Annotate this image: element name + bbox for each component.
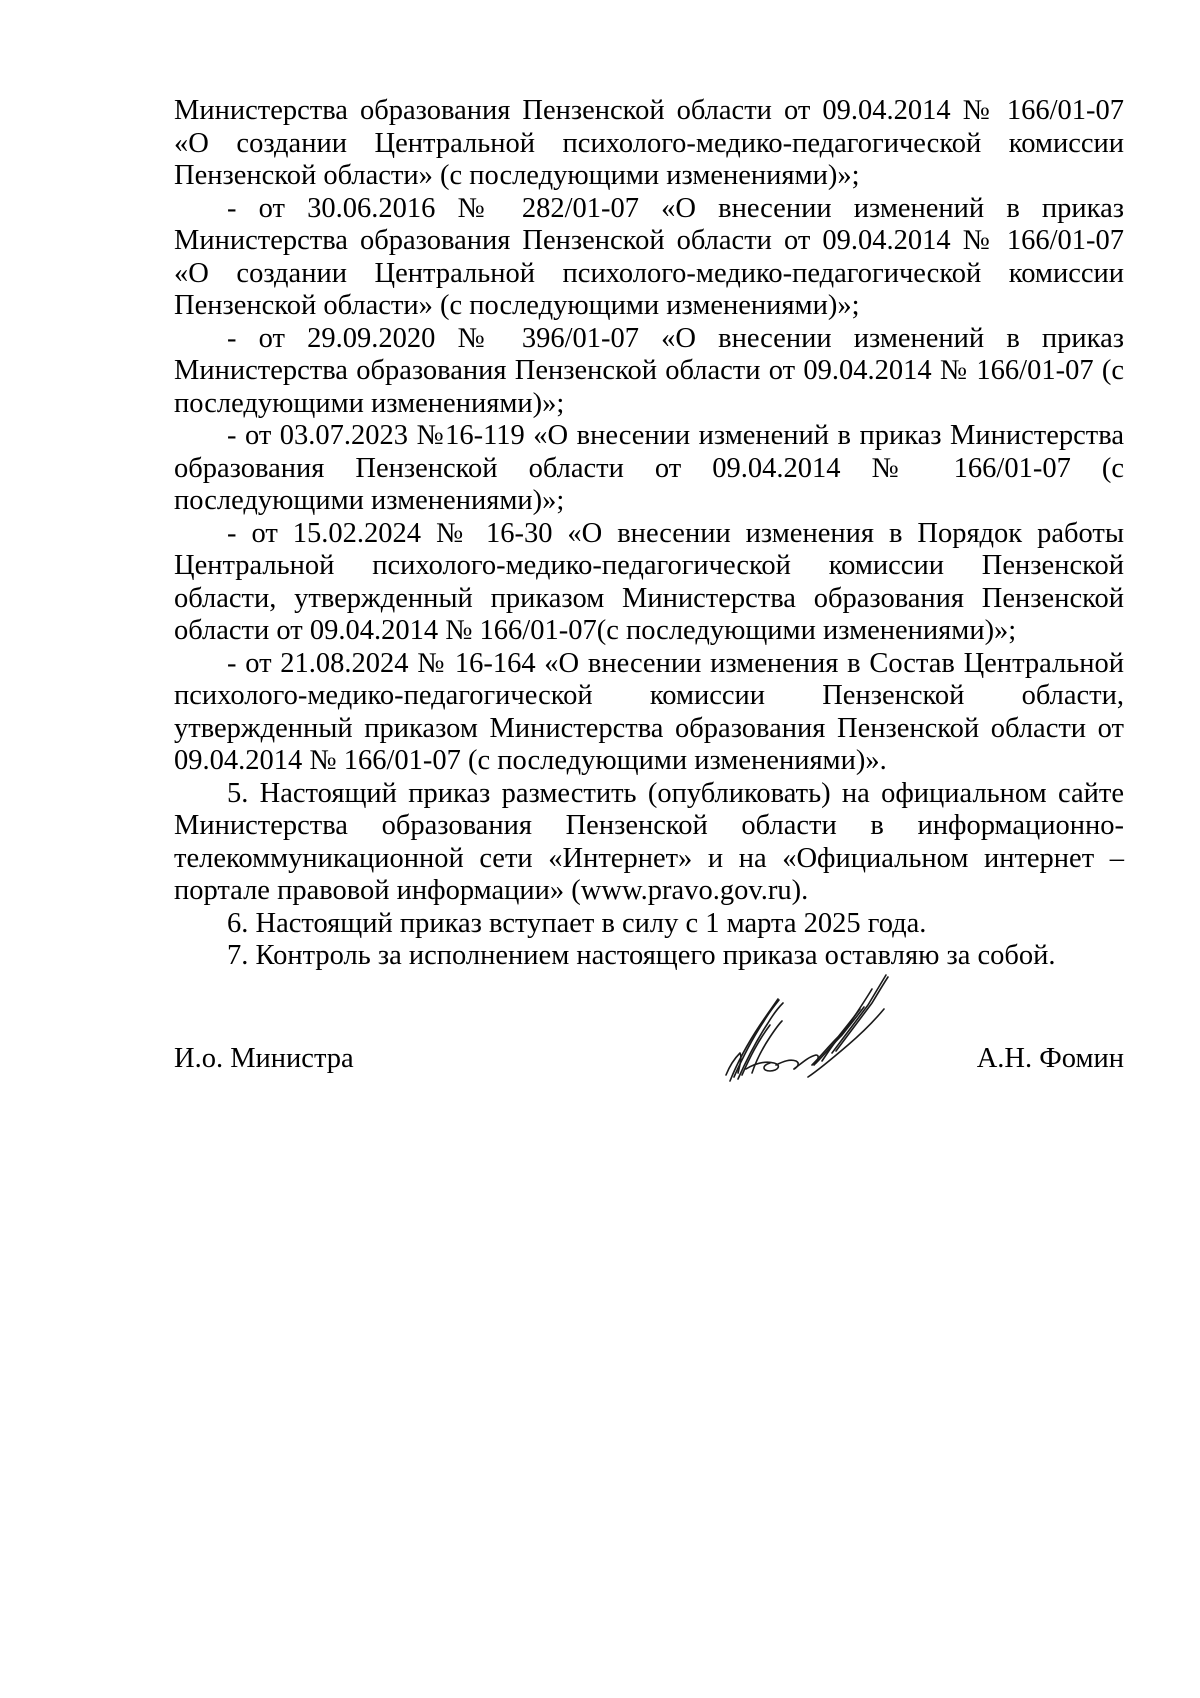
paragraph-amendment-2024-aug: - от 21.08.2024 № 16-164 «О внесении изменения в Состав Центральной психолого-медико-педагогической комиссии Пензенской области, утвержденный приказом Министерства образования Пензенской области от 09.04.2014 № 166/01-07 (с последующими изменениями)». bbox=[174, 647, 1124, 776]
paragraph-item-6: 6. Настоящий приказ вступает в силу с 1 марта 2025 года. bbox=[227, 907, 927, 939]
paragraph-amendment-2020: - от 29.09.2020 № 396/01-07 «О внесении изменений в приказ Министерства образования Пензенской области от 09.04.2014 № 166/01-07 (с последующими изменениями)»; bbox=[174, 322, 1124, 419]
signature-block bbox=[174, 1043, 1124, 1083]
paragraph-amendment-2023: - от 03.07.2023 №16-119 «О внесении изменений в приказ Министерства образования Пензенской области от 09.04.2014 № 166/01-07 (с последующими изменениями)»; bbox=[174, 420, 1124, 516]
document-body bbox=[174, 95, 1124, 973]
paragraph-amendment-2024-feb: - от 15.02.2024 № 16-30 «О внесении изменения в Порядок работы Центральной психолого-медико-педагогической комиссии Пензенской области, утвержденный приказом Министерства образования Пензенской области от 09.04.2014 № 166/01-07(с последующими изменениями)»; bbox=[174, 517, 1124, 646]
paragraph-continuation: Министерства образования Пензенской области от 09.04.2014 № 166/01-07 «О создании Центральной психолого-медико-педагогической комиссии Пензенской области» (с последующими изменениями)»; bbox=[174, 95, 1124, 191]
paragraph-amendment-2016: - от 30.06.2016 № 282/01-07 «О внесении изменений в приказ Министерства образования Пензенской области от 09.04.2014 № 166/01-07 «О создании Центральной психолого-медико-педагогической комиссии Пензенской области» (с последующими изменениями)»; bbox=[174, 192, 1124, 321]
paragraph-item-5: 5. Настоящий приказ разместить (опубликовать) на официальном сайте Министерства образования Пензенской области в информационно-телекоммуникационной сети «Интернет» и на «Официальном интернет – портале правовой информации» (www.pravo.gov.ru). bbox=[174, 777, 1124, 906]
signatory-name: А.Н. Фомин bbox=[976, 1043, 1124, 1074]
signatory-position: И.о. Министра bbox=[174, 1043, 354, 1074]
paragraph-item-7: 7. Контроль за исполнением настоящего приказа оставляю за собой. bbox=[227, 940, 1056, 971]
